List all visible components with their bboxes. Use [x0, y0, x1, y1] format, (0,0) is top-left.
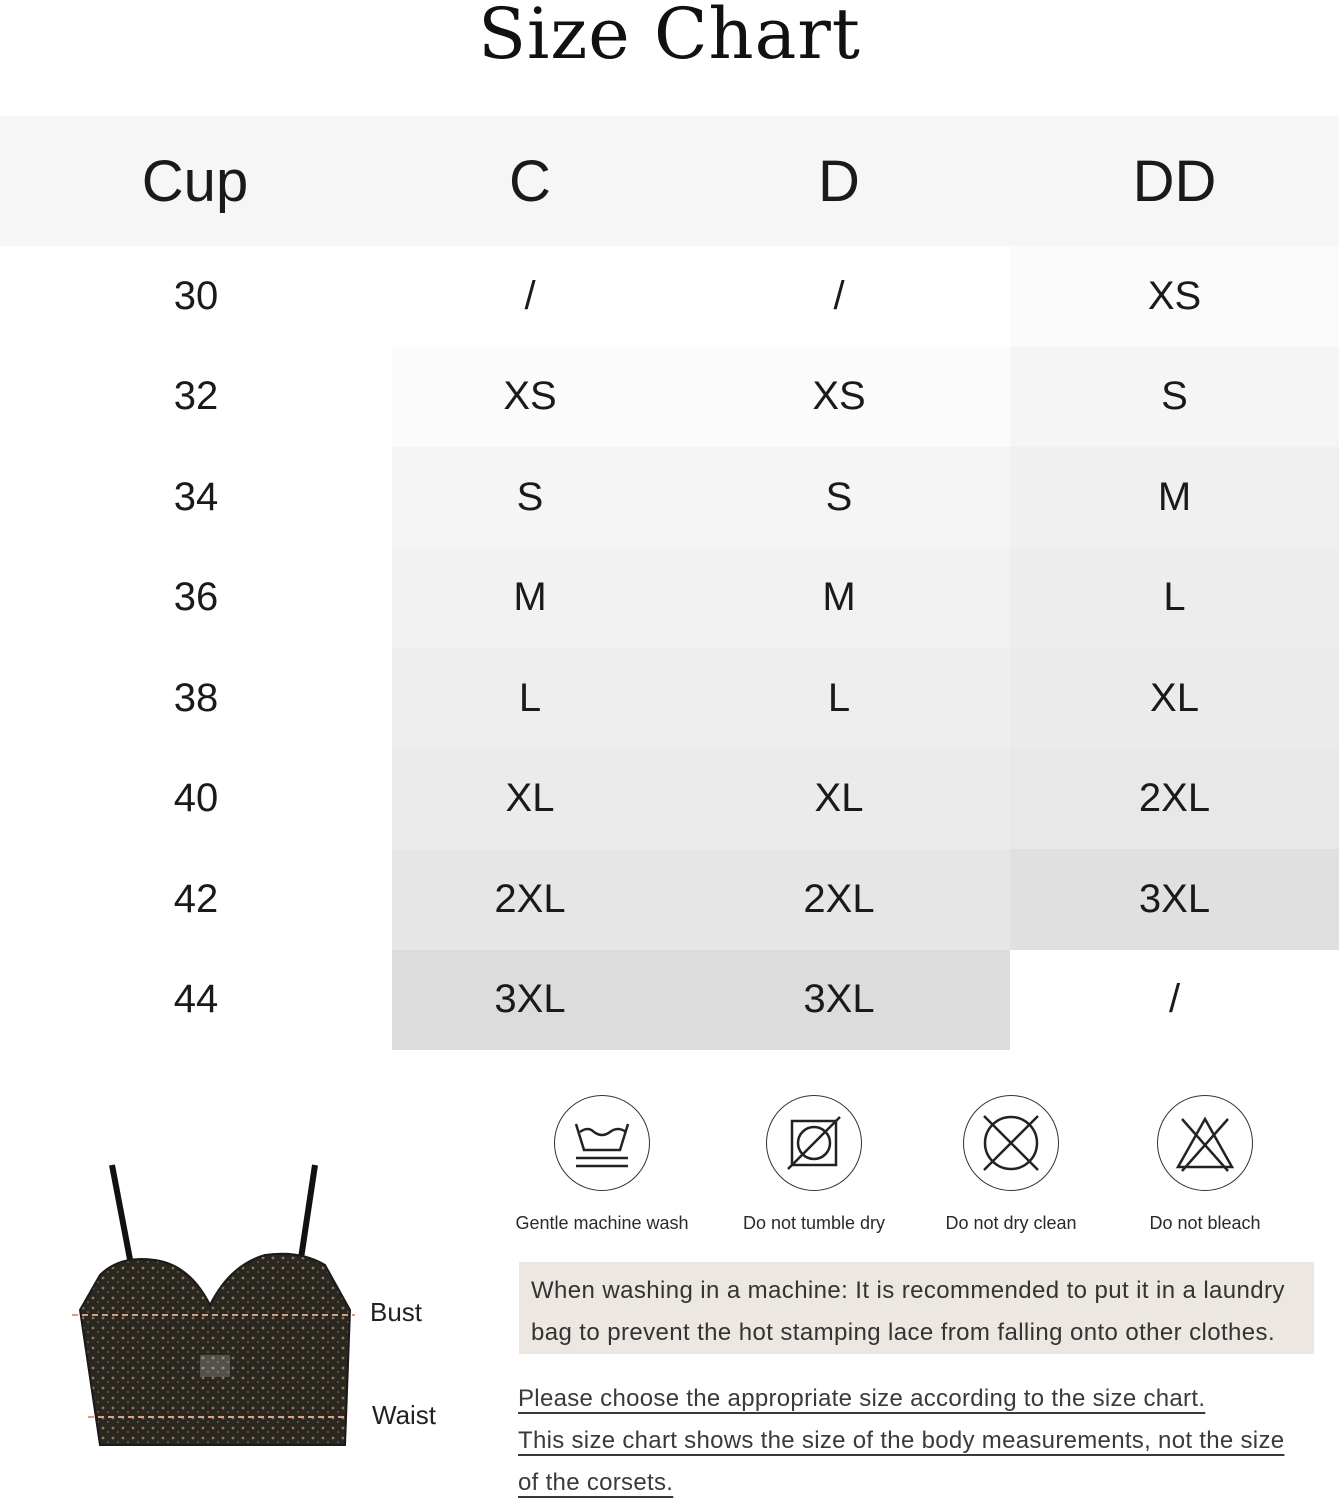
care-instructions	[515, 1095, 1330, 1245]
size-cell: XL	[668, 749, 1010, 850]
no-dry-clean-icon	[963, 1095, 1059, 1191]
size-table	[0, 116, 1339, 1050]
care-label: Do not bleach	[1149, 1213, 1261, 1233]
size-cell: XS	[668, 347, 1010, 448]
size-cell: 3XL	[1010, 849, 1339, 950]
care-gentle-wash	[502, 1095, 702, 1234]
size-cell: M	[392, 548, 668, 649]
size-cell: XL	[1010, 648, 1339, 749]
washing-note: When washing in a machine: It is recommended to put it in a laundry bag to prevent the hot stamping lace from falling onto other clothes.	[519, 1262, 1314, 1354]
size-cell: XS	[392, 347, 668, 448]
corset-figure	[60, 1155, 460, 1455]
size-cell: S	[392, 447, 668, 548]
size-cell: 2XL	[668, 849, 1010, 950]
table-row	[0, 246, 1339, 347]
size-cell: L	[1010, 548, 1339, 649]
band-size-cell: 40	[0, 749, 392, 850]
band-size-cell: 36	[0, 548, 392, 649]
tip-line: This size chart shows the size of the body measurements, not the size	[518, 1427, 1285, 1454]
table-row	[0, 447, 1339, 548]
band-size-cell: 42	[0, 849, 392, 950]
header-c: C	[509, 148, 551, 214]
care-label: Do not tumble dry	[742, 1213, 886, 1233]
tip-line: of the corsets.	[518, 1469, 674, 1496]
size-cell: 3XL	[392, 950, 668, 1051]
waist-label: Waist	[372, 1400, 437, 1430]
band-size-cell: 30	[0, 246, 392, 347]
size-cell: S	[668, 447, 1010, 548]
size-cell: M	[1010, 447, 1339, 548]
table-row	[0, 849, 1339, 950]
band-size-cell: 34	[0, 447, 392, 548]
tip-line: Please choose the appropriate size according to the size chart.	[518, 1385, 1206, 1412]
care-label: Do not dry clean	[945, 1213, 1077, 1233]
care-no-tumble	[714, 1095, 914, 1234]
header-cup: Cup	[141, 148, 249, 214]
band-size-cell: 38	[0, 648, 392, 749]
bust-label: Bust	[370, 1297, 423, 1327]
size-cell: XL	[392, 749, 668, 850]
table-row	[0, 548, 1339, 649]
size-cell: /	[668, 246, 1010, 347]
care-label: Gentle machine wash	[515, 1213, 689, 1233]
header-d: D	[818, 148, 860, 214]
table-row	[0, 648, 1339, 749]
no-tumble-dry-icon	[766, 1095, 862, 1191]
size-cell: 3XL	[668, 950, 1010, 1051]
gentle-wash-icon	[554, 1095, 650, 1191]
table-row	[0, 950, 1339, 1051]
size-cell: M	[668, 548, 1010, 649]
size-cell: 2XL	[1010, 749, 1339, 850]
header-dd: DD	[1132, 148, 1217, 214]
no-bleach-icon	[1157, 1095, 1253, 1191]
size-cell: S	[1010, 347, 1339, 448]
care-no-dry-clean	[911, 1095, 1111, 1234]
table-row	[0, 749, 1339, 850]
size-cell: L	[668, 648, 1010, 749]
page-title: Size Chart	[478, 0, 861, 75]
size-cell: /	[1010, 950, 1339, 1051]
size-cell: L	[392, 648, 668, 749]
table-row	[0, 347, 1339, 448]
size-cell: XS	[1010, 246, 1339, 347]
band-size-cell: 32	[0, 347, 392, 448]
band-size-cell: 44	[0, 950, 392, 1051]
table-header-row	[0, 116, 1339, 246]
care-no-bleach	[1105, 1095, 1305, 1234]
size-tips	[518, 1378, 1318, 1504]
size-cell: 2XL	[392, 849, 668, 950]
size-cell: /	[392, 246, 668, 347]
